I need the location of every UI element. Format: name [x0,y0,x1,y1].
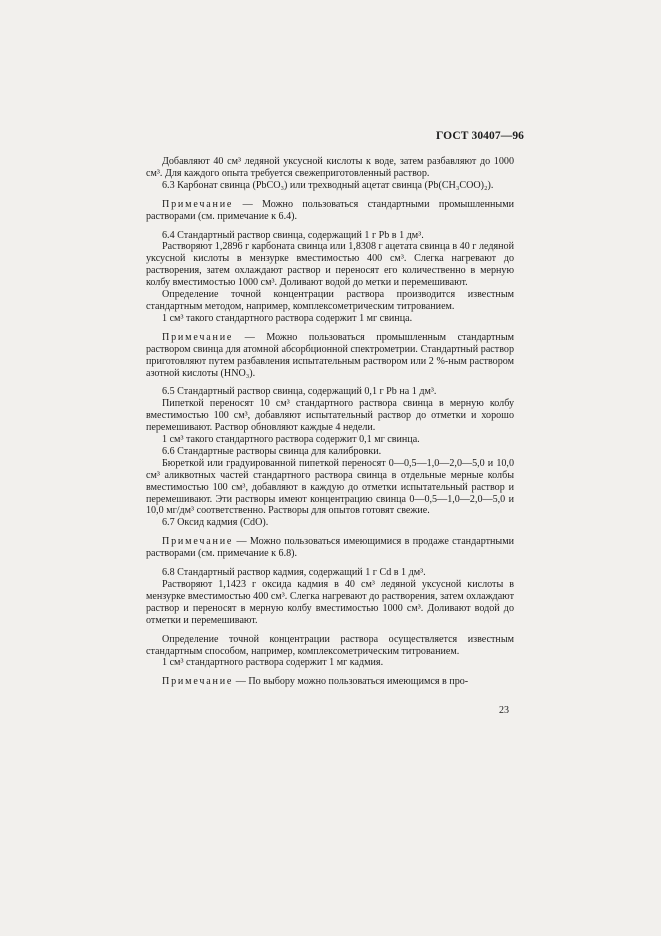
section-6-4: 6.4 Стандартный раствор свинца, содержащий 1 г Pb в 1 дм³. [162,229,424,241]
paragraph: 1 см³ стандартного раствора содержит 1 мг кадмия. [162,657,384,669]
paragraph: Определение точной концентрации раствора производится известным стандартным методом, например, комплексометрическим титрованием. [146,289,514,312]
note-paragraph [146,199,514,223]
note-label: Примечание [162,198,234,210]
page-number: 23 [499,705,509,716]
section-6-3: 6.3 Карбонат свинца (PbCO₃) или трехводный ацетат свинца (Pb(CH₃COO)₂). [162,179,494,191]
note-paragraph [146,536,514,560]
paragraph: Растворяют 1,1423 г оксида кадмия в 40 см³ ледяной уксусной кислоты в мензурке вместимостью 400 см³. Слегка нагревают до растворения, затем охлаждают раствор и переносят в мерную колбу вместимостью 1000 см³. Доливают водой до отметки и перемешивают. [146,579,514,626]
note-text: — Можно пользоваться промышленным стандартным раствором свинца для атомной абсорбционной спектрометрии. Стандартный раствор приготовляют путем разбавления испытательным раствором или 2 %-ным раствором азотной кислоты (HNO₃). [146,331,514,379]
note-text: — По выбору можно пользоваться имеющимся в про- [233,676,469,688]
note-text: — Можно пользоваться имеющимися в продаже стандартными растворами (см. примечание к 6.8). [146,536,514,560]
paragraph: Растворяют 1,2896 г карбоната свинца или 1,8308 г ацетата свинца в 40 г ледяной уксусной кислоты в мензурке вместимостью 400 см³. Слегка нагревают до растворения, затем охлаждают раствор и переносят его количественно в мерную колбу вместимостью 1000 см³. Доливают водой до метки и перемешивают. [146,241,514,289]
paragraph: Бюреткой или градуированной пипеткой переносят 0—0,5—1,0—2,0—5,0 и 10,0 см³ аликвотных частей стандартного раствора свинца в отдельные мерные колбы вместимостью 100 см³, добавляют в каждую до отметки испытательный раствор и перемешивают. Эти растворы имеют концентрацию свинца 0—0,5—1,0—2,0—5,0 и 10,0 мг/дм³ соответственно. Растворы для опытов готовят свежие. [146,457,514,517]
paragraph: 1 см³ такого стандартного раствора содержит 0,1 мг свинца. [162,434,420,446]
section-6-8: 6.8 Стандартный раствор кадмия, содержащий 1 г Cd в 1 дм³. [162,567,426,579]
section-6-6: 6.6 Стандартные растворы свинца для калибровки. [162,445,382,457]
note-paragraph [146,332,514,380]
section-6-7: 6.7 Оксид кадмия (CdO). [162,517,269,529]
note-label: Примечание [162,676,234,688]
paragraph: 1 см³ такого стандартного раствора содержит 1 мг свинца. [162,312,413,324]
paragraph: Добавляют 40 см³ ледяной уксусной кислоты к воде, затем разбавляют до 1000 см³. Для каждого опыта требуется свежеприготовленный раствор. [146,156,514,179]
note-label: Примечание [162,536,234,548]
note-paragraph [146,676,514,688]
section-6-5: 6.5 Стандартный раствор свинца, содержащий 0,1 г Pb на 1 дм³. [162,386,437,398]
paragraph: Пипеткой переносят 10 см³ стандартного раствора свинца в мерную колбу вместимостью 100 см³, добавляют испытательный раствор до отметки и хорошо перемешивают. Раствор обновляют каждые 4 недели. [146,398,514,434]
document-body [146,156,514,688]
note-label: Примечание [162,331,234,343]
standard-header: ГОСТ 30407—96 [436,130,525,142]
note-text: — Можно пользоваться стандартными промышленными растворами (см. примечание к 6.4). [146,198,514,222]
paragraph: Определение точной концентрации раствора осуществляется известным стандартным способом, например, комплексометрическим титрованием. [146,633,514,657]
